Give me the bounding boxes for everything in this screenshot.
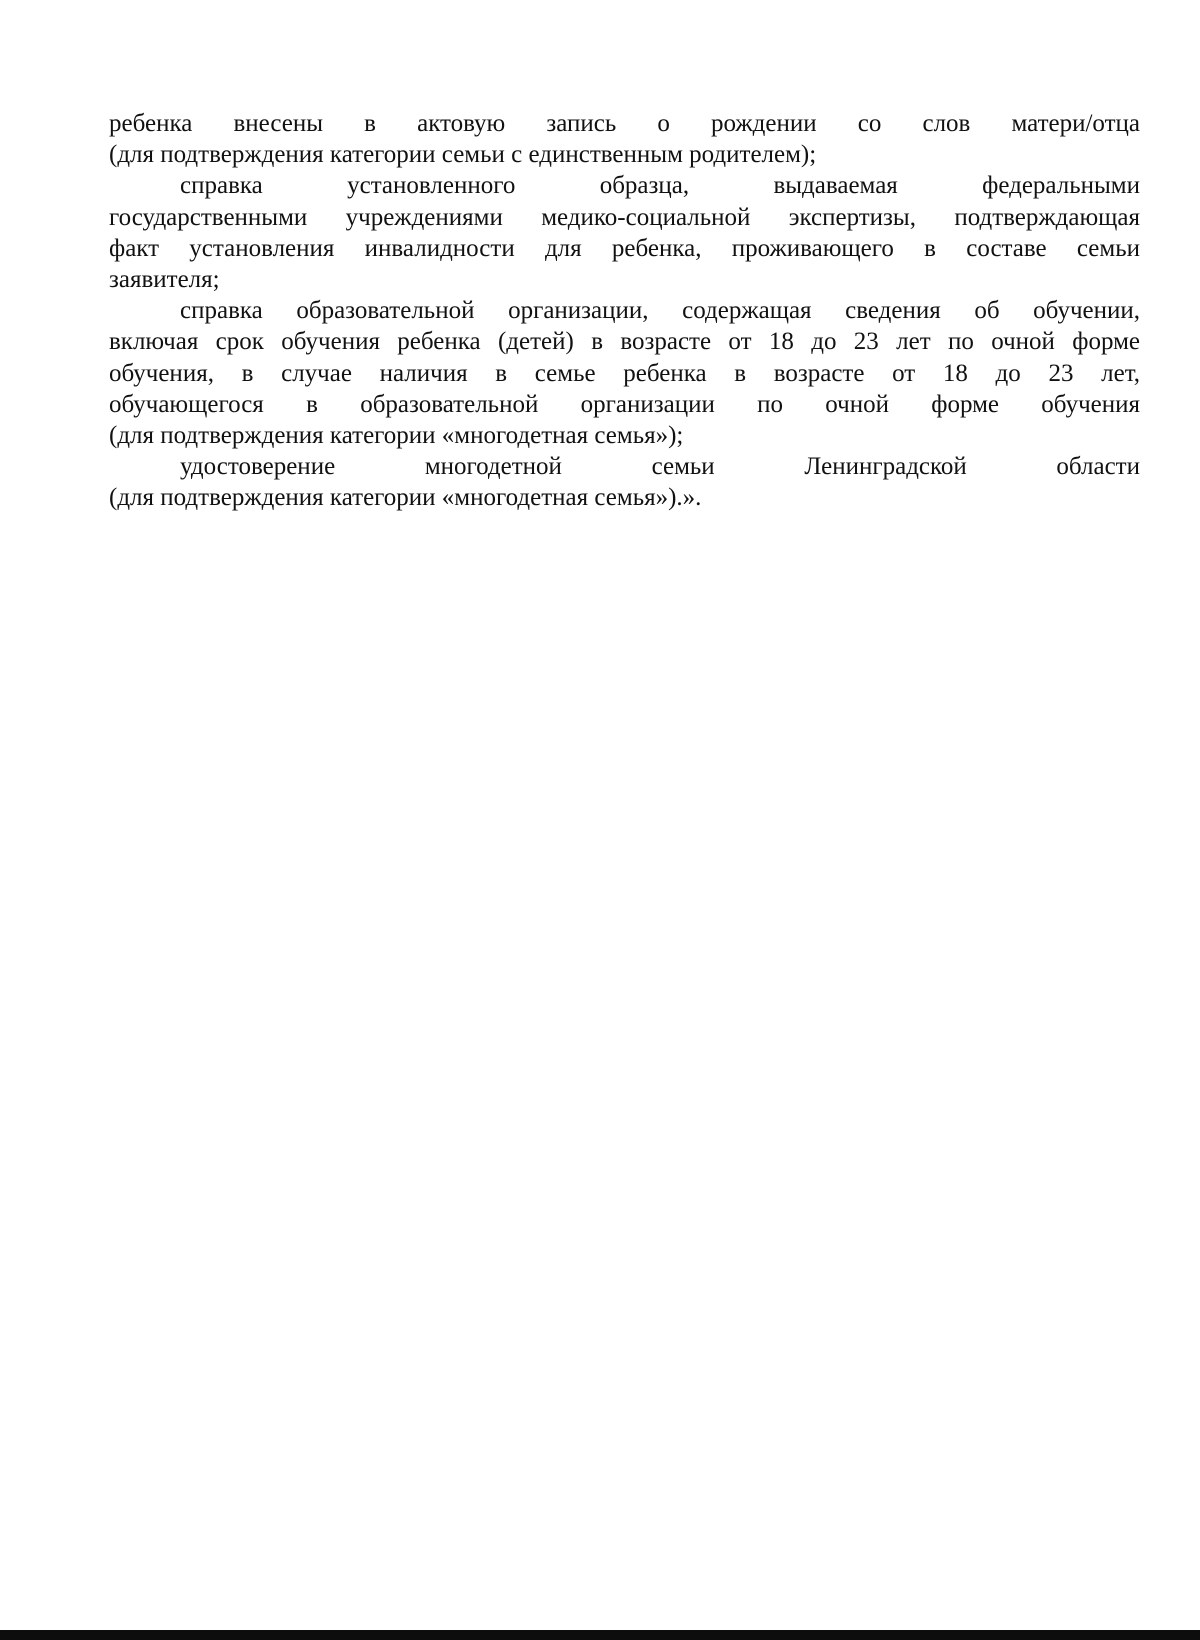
text-line: обучающегося в образовательной организации по очной форме обучения: [109, 390, 1140, 418]
text-line: обучения, в случае наличия в семье ребенка в возрасте от 18 до 23 лет,: [109, 359, 1140, 387]
paragraph-education-certificate: [109, 295, 1140, 451]
document-body: [109, 108, 1140, 514]
paragraph-disability-certificate: [109, 170, 1140, 295]
text-line: заявителя;: [109, 266, 220, 294]
text-line: (для подтверждения категории «многодетная семья»).».: [109, 484, 702, 512]
text-line: включая срок обучения ребенка (детей) в возрасте от 18 до 23 лет по очной форме: [109, 328, 1140, 356]
text-line: государственными учреждениями медико-социальной экспертизы, подтверждающая: [109, 203, 1140, 231]
paragraph-large-family-certificate: [109, 451, 1140, 513]
text-line: факт установления инвалидности для ребенка, проживающего в составе семьи: [109, 234, 1140, 262]
text-line: ребенка внесены в актовую запись о рождении со слов матери/отца: [109, 110, 1140, 137]
paragraph-birth-record: [109, 108, 1140, 170]
text-line: (для подтверждения категории семьи с единственным родителем);: [109, 141, 817, 169]
text-line: справка установленного образца, выдаваемая федеральными: [180, 172, 1140, 200]
text-line: удостоверение многодетной семьи Ленинградской области: [180, 453, 1140, 481]
text-line: справка образовательной организации, содержащая сведения об обучении,: [180, 297, 1140, 325]
scan-bottom-edge: [0, 1630, 1200, 1640]
text-line: (для подтверждения категории «многодетная семья»);: [109, 422, 684, 450]
